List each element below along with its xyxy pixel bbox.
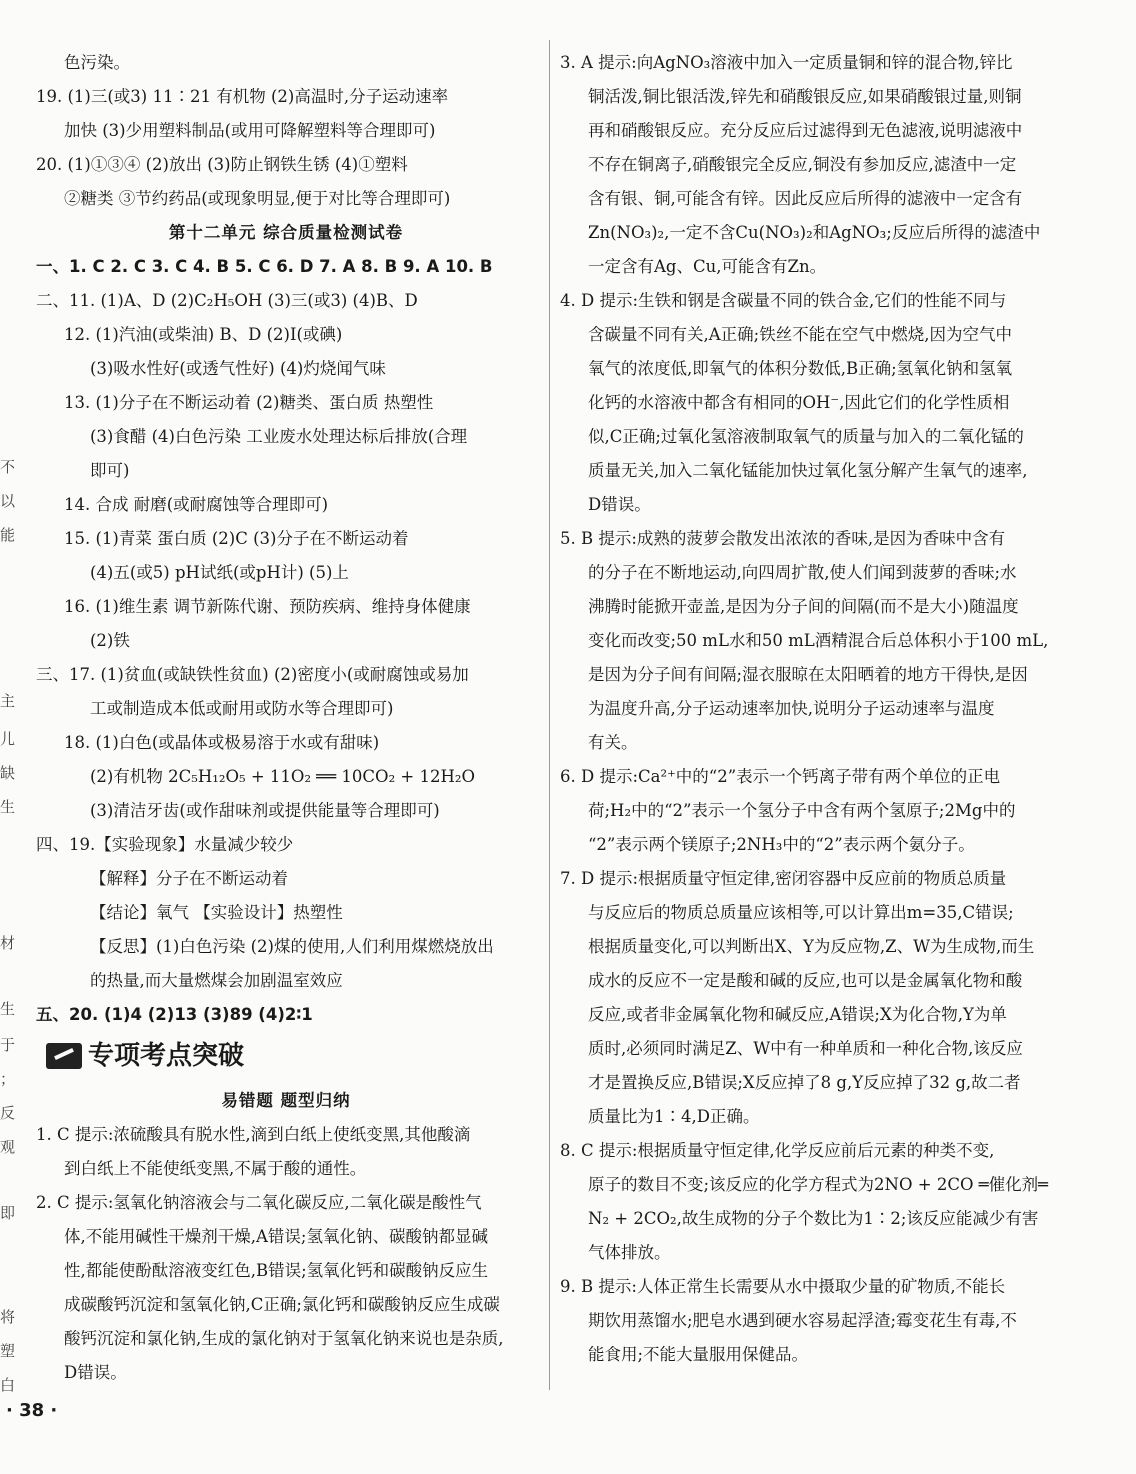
text-line: 5. B 提示:成熟的菠萝会散发出浓浓的香味,是因为香味中含有 [560, 529, 1006, 548]
text-line: (2)有机物 2C₅H₁₂O₅ + 11O₂ ══ 10CO₂ + 12H₂O [90, 767, 476, 786]
text-line: 成水的反应不一定是酸和碱的反应,也可以是金属氧化物和酸 [588, 971, 1023, 990]
text-line: 四、19.【实验现象】水量减少较少 [36, 835, 294, 854]
text-line: 18. (1)白色(或晶体或极易溶于水或有甜味) [64, 733, 380, 752]
text-line: 含有银、铜,可能含有锌。因此反应后所得的滤液中一定含有 [588, 189, 1023, 208]
text-line: (3)食醋 (4)白色污染 工业废水处理达标后排放(合理 [90, 427, 468, 446]
text-line: “2”表示两个镁原子;2NH₃中的“2”表示两个氨分子。 [588, 835, 975, 854]
gutter-char: 材 [0, 934, 16, 952]
answer-line-20: 五、20. (1)4 (2)13 (3)89 (4)2∶1 [36, 1005, 313, 1024]
text-line: 【结论】氧气 【实验设计】热塑性 [90, 903, 343, 922]
text-line: 色污染。 [64, 53, 130, 72]
text-line: 化钙的水溶液中都含有相同的OH⁻,因此它们的化学性质相 [588, 393, 1010, 412]
text-line: 加快 (3)少用塑料制品(或用可降解塑料等合理即可) [64, 121, 436, 140]
text-line: 原子的数目不变;该反应的化学方程式为2NO + 2CO ═催化剂═ [588, 1175, 1049, 1194]
text-line: 1. C 提示:浓硫酸具有脱水性,滴到白纸上使纸变黑,其他酸滴 [36, 1125, 471, 1144]
text-line: 4. D 提示:生铁和钢是含碳量不同的铁合金,它们的性能不同与 [560, 291, 1007, 310]
gutter-char: 能 [0, 526, 16, 544]
text-line: 15. (1)青菜 蛋白质 (2)C (3)分子在不断运动着 [64, 529, 409, 548]
text-line: 二、11. (1)A、D (2)C₂H₅OH (3)三(或3) (4)B、D [36, 291, 418, 310]
text-line: 不存在铜离子,硝酸银完全反应,铜没有参加反应,滤渣中一定 [588, 155, 1017, 174]
pencil-icon [46, 1043, 82, 1069]
sub-heading: 易错题 题型归纳 [221, 1091, 351, 1110]
left-hint-block [36, 1118, 536, 1390]
text-line: 反应,或者非金属氧化物和碱反应,A错误;X为化合物,Y为单 [588, 1005, 1007, 1024]
text-line: 变化而改变;50 mL水和50 mL酒精混合后总体积小于100 mL, [588, 631, 1049, 650]
text-line: 氧气的浓度低,即氧气的体积分数低,B正确;氢氧化钠和氢氧 [588, 359, 1013, 378]
page-number: · 38 · [6, 1400, 58, 1421]
gutter-char: 生 [0, 1000, 16, 1018]
text-line: 有关。 [588, 733, 638, 752]
text-line: 即可) [90, 461, 130, 480]
gutter-char: 缺 [0, 764, 16, 782]
text-line: 铜活泼,铜比银活泼,锌先和硝酸银反应,如果硝酸银过量,则铜 [588, 87, 1022, 106]
text-line: 气体排放。 [588, 1243, 671, 1262]
text-line: 含碳量不同有关,A正确;铁丝不能在空气中燃烧,因为空气中 [588, 325, 1012, 344]
gutter-char: 即 [0, 1204, 16, 1222]
text-line: 一、1. C 2. C 3. C 4. B 5. C 6. D 7. A 8. B 9. A 10. B [36, 257, 493, 276]
text-line: 8. C 提示:根据质量守恒定律,化学反应前后元素的种类不变, [560, 1141, 995, 1160]
section-banner [46, 1034, 536, 1078]
gutter-char: 于 [0, 1036, 16, 1054]
text-line: 根据质量变化,可以判断出X、Y为反应物,Z、W为生成物,而生 [588, 937, 1035, 956]
gutter-char: 白 [0, 1376, 16, 1394]
text-line: 6. D 提示:Ca²⁺中的“2”表示一个钙离子带有两个单位的正电 [560, 767, 1001, 786]
text-line: (3)吸水性好(或透气性好) (4)灼烧闻气味 [90, 359, 386, 378]
left-gutter-fragments [0, 0, 30, 1474]
text-line: 工或制造成本低或耐用或防水等合理即可) [90, 699, 394, 718]
gutter-char: 生 [0, 798, 16, 816]
gutter-char: 以 [0, 492, 16, 510]
text-line: 19. (1)三(或3) 11∶21 有机物 (2)高温时,分子运动速率 [36, 87, 449, 106]
text-line: 三、17. (1)贫血(或缺铁性贫血) (2)密度小(或耐腐蚀或易加 [36, 665, 469, 684]
text-line: 质时,必须同时满足Z、W中有一种单质和一种化合物,该反应 [588, 1039, 1023, 1058]
gutter-char: 儿 [0, 730, 16, 748]
text-line: 酸钙沉淀和氯化钠,生成的氯化钠对于氢氧化钠来说也是杂质, [64, 1329, 504, 1348]
text-line: ②糖类 ③节约药品(或现象明显,便于对比等合理即可) [64, 189, 451, 208]
gutter-char: 塑 [0, 1342, 16, 1360]
right-hint-block [560, 46, 1060, 1372]
text-line: D错误。 [64, 1363, 127, 1382]
gutter-char: ； [0, 1070, 16, 1088]
text-line: 9. B 提示:人体正常生长需要从水中摄取少量的矿物质,不能长 [560, 1277, 1006, 1296]
text-line: 期饮用蒸馏水;肥皂水遇到硬水容易起浮渣;霉变花生有毒,不 [588, 1311, 1017, 1330]
text-line: D错误。 [588, 495, 651, 514]
text-line: 再和硝酸银反应。充分反应后过滤得到无色滤液,说明滤液中 [588, 121, 1023, 140]
text-line: (2)铁 [90, 631, 130, 650]
text-line: 的分子在不断地运动,向四周扩散,使人们闻到菠萝的香味;水 [588, 563, 1017, 582]
text-line: 是因为分子间有间隔;湿衣服晾在太阳晒着的地方干得快,是因 [588, 665, 1028, 684]
text-line: 12. (1)汽油(或柴油) B、D (2)I(或碘) [64, 325, 343, 344]
left-column [36, 46, 536, 1390]
text-line: 一定含有Ag、Cu,可能含有Zn。 [588, 257, 827, 276]
text-line: 【反思】(1)白色污染 (2)煤的使用,人们利用煤燃烧放出 [90, 937, 494, 956]
text-line: 成碳酸钙沉淀和氢氧化钠,C正确;氯化钙和碳酸钠反应生成碳 [64, 1295, 500, 1314]
gutter-char: 反 [0, 1104, 16, 1122]
text-line: 与反应后的物质总质量应该相等,可以计算出m=35,C错误; [588, 903, 1014, 922]
text-line: 才是置换反应,B错误;X反应掉了8 g,Y反应掉了32 g,故二者 [588, 1073, 1021, 1092]
gutter-char: 不 [0, 458, 16, 476]
text-line: 到白纸上不能使纸变黑,不属于酸的通性。 [64, 1159, 367, 1178]
banner-title: 专项考点突破 [88, 1041, 245, 1071]
text-line: 质量无关,加入二氧化锰能加快过氧化氢分解产生氧气的速率, [588, 461, 1028, 480]
text-line: 16. (1)维生素 调节新陈代谢、预防疾病、维持身体健康 [64, 597, 471, 616]
left-answer-block [36, 46, 536, 998]
text-line: 14. 合成 耐磨(或耐腐蚀等合理即可) [64, 495, 329, 514]
text-line: (3)清洁牙齿(或作甜味剂或提供能量等合理即可) [90, 801, 440, 820]
text-line: 质量比为1∶4,D正确。 [588, 1107, 760, 1126]
text-line: Zn(NO₃)₂,一定不含Cu(NO₃)₂和AgNO₃;反应后所得的滤渣中 [588, 223, 1041, 242]
text-line: 第十二单元 综合质量检测试卷 [168, 223, 404, 242]
text-line: 13. (1)分子在不断运动着 (2)糖类、蛋白质 热塑性 [64, 393, 434, 412]
text-line: (4)五(或5) pH试纸(或pH计) (5)上 [90, 563, 349, 582]
text-line: 【解释】分子在不断运动着 [90, 869, 288, 888]
gutter-char: 主 [0, 692, 16, 710]
text-line: 体,不能用碱性干燥剂干燥,A错误;氢氧化钠、碳酸钠都显碱 [64, 1227, 488, 1246]
right-column [560, 46, 1060, 1372]
text-line: 沸腾时能掀开壶盖,是因为分子间的间隔(而不是大小)随温度 [588, 597, 1019, 616]
text-line: 20. (1)①③④ (2)放出 (3)防止钢铁生锈 (4)①塑料 [36, 155, 408, 174]
gutter-char: 观 [0, 1138, 16, 1156]
text-line: 7. D 提示:根据质量守恒定律,密闭容器中反应前的物质总质量 [560, 869, 1007, 888]
text-line: 2. C 提示:氢氧化钠溶液会与二氧化碳反应,二氧化碳是酸性气 [36, 1193, 482, 1212]
column-divider [549, 40, 550, 1390]
text-line: 性,都能使酚酞溶液变红色,B错误;氢氧化钙和碳酸钠反应生 [64, 1261, 489, 1280]
text-line: 能食用;不能大量服用保健品。 [588, 1345, 809, 1364]
gutter-char: 将 [0, 1308, 16, 1326]
text-line: 为温度升高,分子运动速率加快,说明分子运动速率与温度 [588, 699, 995, 718]
text-line: 的热量,而大量燃煤会加剧温室效应 [90, 971, 343, 990]
text-line: 3. A 提示:向AgNO₃溶液中加入一定质量铜和锌的混合物,锌比 [560, 53, 1013, 72]
text-line: N₂ + 2CO₂,故生成物的分子个数比为1∶2;该反应能减少有害 [588, 1209, 1039, 1228]
text-line: 似,C正确;过氧化氢溶液制取氧气的质量与加入的二氧化锰的 [588, 427, 1024, 446]
text-line: 荷;H₂中的“2”表示一个氢分子中含有两个氢原子;2Mg中的 [588, 801, 1016, 820]
